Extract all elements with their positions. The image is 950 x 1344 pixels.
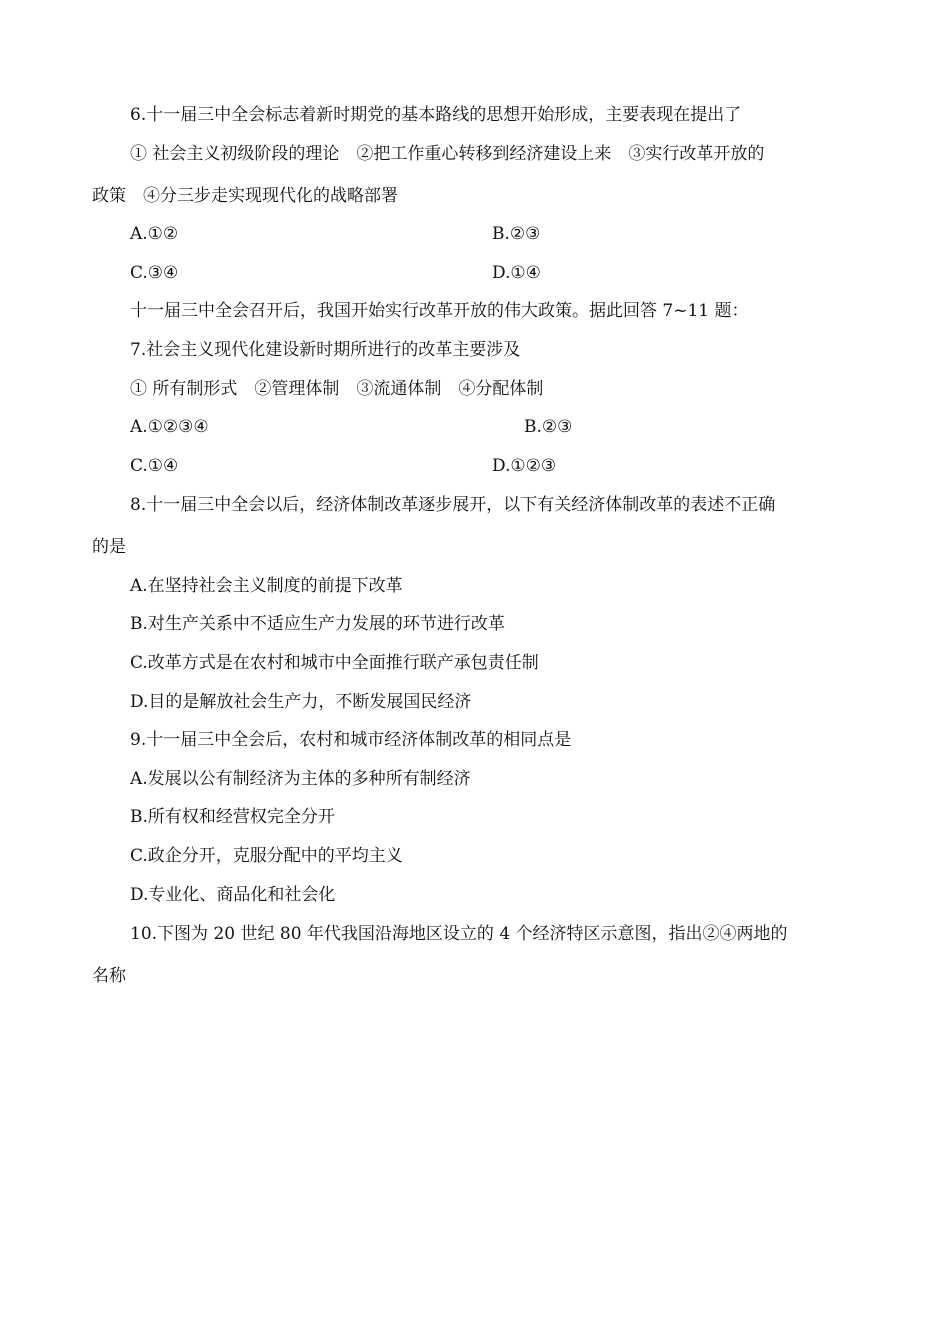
q8-option-c: C.改革方式是在农村和城市中全面推行联产承包责任制 bbox=[130, 653, 539, 673]
q10-stem-line1: 10.下图为 20 世纪 80 年代我国沿海地区设立的 4 个经济特区示意图，指出②④两地的 bbox=[130, 924, 788, 944]
q6-items-line2: 政策 ④分三步走实现现代化的战略部署 bbox=[92, 186, 398, 206]
q9-option-d: D.专业化、商品化和社会化 bbox=[130, 885, 336, 905]
q7-option-b: B.②③ bbox=[524, 417, 573, 437]
q8-option-b: B.对生产关系中不适应生产力发展的环节进行改革 bbox=[130, 614, 505, 634]
intro-7-11: 十一届三中全会召开后，我国开始实行改革开放的伟大政策。据此回答 7~11 题： bbox=[130, 301, 749, 321]
q7-option-c: C.①④ bbox=[130, 456, 179, 476]
q8-option-d: D.目的是解放社会生产力，不断发展国民经济 bbox=[130, 692, 472, 712]
q7-option-d: D.①②③ bbox=[492, 456, 557, 476]
q8-stem-line2: 的是 bbox=[92, 537, 126, 557]
q6-items-line1: ① 社会主义初级阶段的理论 ②把工作重心转移到经济建设上来 ③实行改革开放的 bbox=[130, 144, 765, 164]
q10-stem-line2: 名称 bbox=[92, 966, 126, 986]
q9-option-b: B.所有权和经营权完全分开 bbox=[130, 807, 335, 827]
q7-stem: 7.社会主义现代化建设新时期所进行的改革主要涉及 bbox=[130, 340, 521, 360]
q6-option-d: D.①④ bbox=[492, 263, 541, 283]
q6-option-c: C.③④ bbox=[130, 263, 179, 283]
q6-stem: 6.十一届三中全会标志着新时期党的基本路线的思想开始形成，主要表现在提出了 bbox=[130, 105, 742, 125]
q8-stem-line1: 8.十一届三中全会以后，经济体制改革逐步展开，以下有关经济体制改革的表述不正确 bbox=[130, 495, 776, 515]
q9-option-a: A.发展以公有制经济为主体的多种所有制经济 bbox=[130, 769, 471, 789]
q8-option-a: A.在坚持社会主义制度的前提下改革 bbox=[130, 576, 403, 596]
q6-option-b: B.②③ bbox=[492, 224, 541, 244]
q9-stem: 9.十一届三中全会后，农村和城市经济体制改革的相同点是 bbox=[130, 730, 572, 750]
q6-option-a: A.①② bbox=[130, 224, 179, 244]
q9-option-c: C.政企分开，克服分配中的平均主义 bbox=[130, 846, 403, 866]
q7-items: ① 所有制形式 ②管理体制 ③流通体制 ④分配体制 bbox=[130, 379, 544, 399]
q7-option-a: A.①②③④ bbox=[130, 417, 209, 437]
